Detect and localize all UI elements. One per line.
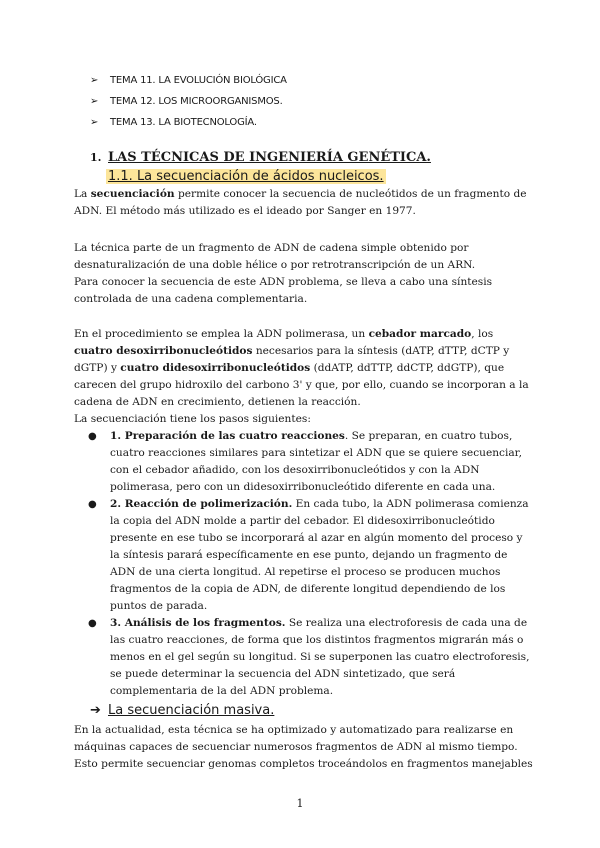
topic-label: TEMA 13. LA BIOTECNOLOGÍA. xyxy=(110,117,257,128)
section-number: 1. xyxy=(90,151,102,164)
bullet-dot-icon: ● xyxy=(88,431,97,442)
bullet-dot-icon: ● xyxy=(88,618,97,629)
bold-term: cuatro didesoxirribonucleótidos xyxy=(120,362,311,374)
topic-item xyxy=(90,70,287,91)
massive-sequencing-heading xyxy=(90,703,274,718)
text-run: necesarios para la síntesis (dATP, dTTP, dCTP y dGTP) y xyxy=(74,345,510,374)
bold-term: secuenciación xyxy=(90,188,175,200)
heading-label: La secuenciación masiva. xyxy=(108,703,275,718)
topic-label: TEMA 12. LOS MICROORGANISMOS. xyxy=(110,96,283,107)
massive-sequencing-paragraph xyxy=(74,722,534,773)
subsection-heading: 1.1. La secuenciación de ácidos nucleicos. xyxy=(108,169,384,184)
bold-term: cebador marcado xyxy=(368,328,472,340)
bold-term: cuatro desoxirribonucleótidos xyxy=(74,345,253,357)
text-run: En el procedimiento se emplea la ADN polimerasa, un xyxy=(74,328,369,340)
text-run: , los xyxy=(471,328,494,340)
step-title: 3. Análisis de los fragmentos. xyxy=(110,617,286,629)
steps-list xyxy=(74,428,534,700)
paragraph-line: La técnica parte de un fragmento de ADN de cadena simple obtenido por desnaturalización de una doble hélice o por retrotranscripción de un ARN. xyxy=(74,242,476,271)
page-number: 1 xyxy=(296,797,304,810)
step-text: En cada tubo, la ADN polimerasa comienza la copia del ADN molde a partir del cebador. El didesoxirribonucleótido presente en ese tubo se incorporará al azar en algún momento del proceso y la síntesis parará específicamente en ese punto, dejando un fragmento de ADN de una cierta longitud. Al repetirse el proceso se producen muchos fragmentos de la copia de ADN, de diferente longitud dependiendo de los puntos de parada. xyxy=(110,498,529,612)
method-paragraph xyxy=(74,240,534,308)
arrowhead-bullet-icon: ➢ xyxy=(90,117,99,128)
text-run: La xyxy=(74,188,91,200)
topic-item xyxy=(90,112,287,133)
topic-label: TEMA 11. LA EVOLUCIÓN BIOLÓGICA xyxy=(110,75,287,86)
arrowhead-bullet-icon: ➢ xyxy=(90,75,99,86)
section-title: LAS TÉCNICAS DE INGENIERÍA GENÉTICA. xyxy=(108,150,431,165)
text-run: (ddATP, ddTTP, ddCTP, ddGTP), que carecen del grupo hidroxilo del carbono 3' y que, por ello, cuando se incorporan a la cadena de ADN en crecimiento, detienen la reacción. xyxy=(74,362,529,408)
step-item xyxy=(74,428,534,496)
procedure-paragraph xyxy=(74,326,534,428)
bullet-dot-icon: ● xyxy=(88,499,97,510)
intro-paragraph xyxy=(74,186,534,220)
topic-list xyxy=(90,70,287,133)
paragraph-text: En la actualidad, esta técnica se ha optimizado y automatizado para realizarse en máquinas capaces de secuenciar numerosos fragmentos de ADN al mismo tiempo. Esto permite secuenciar genomas completos troceándolos en fragmentos manejables xyxy=(74,724,533,770)
steps-intro: La secuenciación tiene los pasos siguientes: xyxy=(74,413,311,425)
paragraph-line: Para conocer la secuencia de este ADN problema, se lleva a cabo una síntesis controlada de una cadena complementaria. xyxy=(74,276,493,305)
step-text: . Se preparan, en cuatro tubos, cuatro reacciones similares para sintetizar el ADN que se quiere secuenciar, con el cebador añadido, con los desoxirribonucleótidos y con la ADN polimerasa, pero con un didesoxirribonucleótido diferente en cada una. xyxy=(110,430,522,493)
step-text: Se realiza una electroforesis de cada una de las cuatro reacciones, de forma que los distintos fragmentos migrarán más o menos en el gel según su longitud. Si se superponen las cuatro electroforesis, se puede determinar la secuencia del ADN sintetizado, que será complementaria de la del ADN problema. xyxy=(110,617,530,697)
arrowhead-bullet-icon: ➢ xyxy=(90,96,99,107)
step-item xyxy=(74,615,534,700)
section-heading xyxy=(90,150,431,165)
arrow-right-icon: ➔ xyxy=(90,703,101,718)
step-title: 1. Preparación de las cuatro reacciones xyxy=(110,430,345,442)
step-item xyxy=(74,496,534,615)
text-run: permite conocer la secuencia de nucleótidos de un fragmento de ADN. El método más utilizado es el ideado por Sanger en 1977. xyxy=(74,188,527,217)
step-title: 2. Reacción de polimerización. xyxy=(110,498,293,510)
topic-item xyxy=(90,91,287,112)
